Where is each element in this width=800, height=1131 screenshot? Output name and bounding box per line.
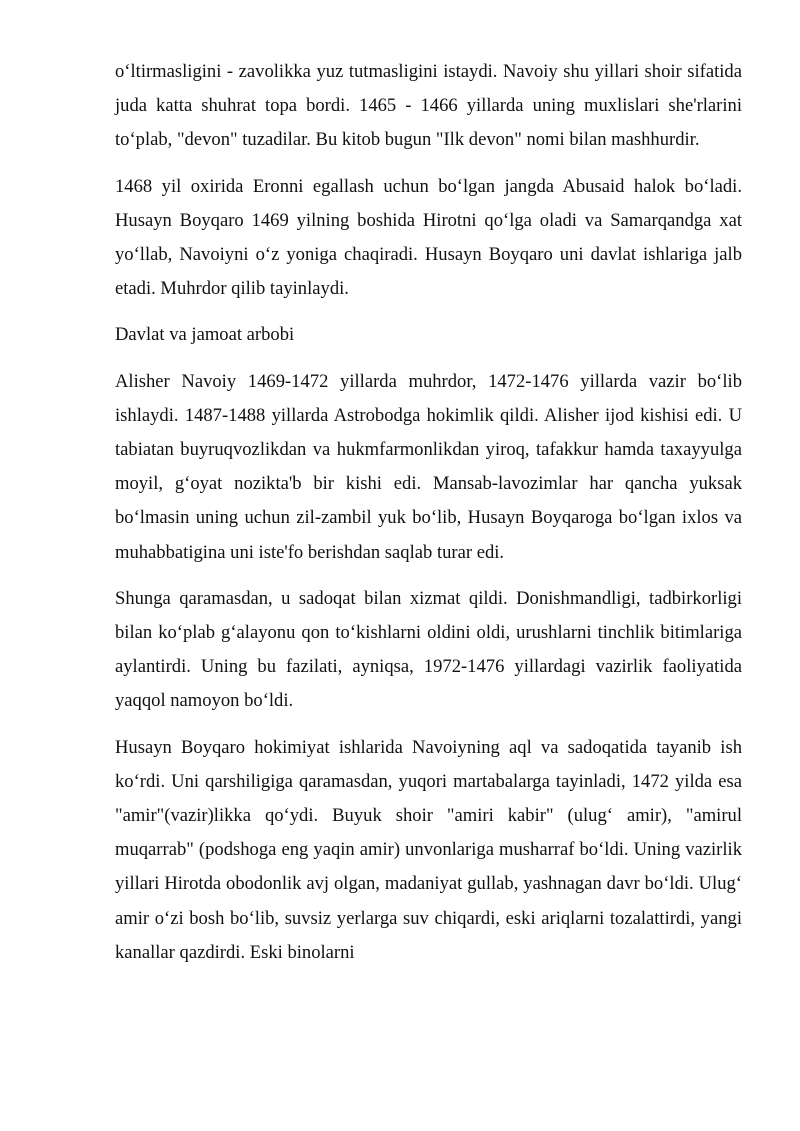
paragraph-vazirlik: Husayn Boyqaro hokimiyat ishlarida Navoiyning aql va sadoqatida tayanib ish ko‘rdi. Uni qarshiligiga qaramasdan, yuqori martabalarga tayinladi, 1472 yilda esa "amir"(vazir)likka qo‘ydi. Buyuk shoir "amiri kabir" (ulug‘ amir), "amirul muqarrab" (podshoga eng yaqin amir) unvonlariga musharraf bo‘ldi. Uning vazirlik yillari Hirotda obodonlik avj olgan, madaniyat gullab, yashnagan davr bo‘ldi. Ulug‘ amir o‘zi bosh bo‘lib, suvsiz yerlarga suv chiqardi, eski ariqlarni tozalattirdi, yangi kanallar qazdirdi. Eski binolarni bbox=[115, 736, 742, 963]
paragraph-sadoqat: Shunga qaramasdan, u sadoqat bilan xizmat qildi. Donishmandligi, tadbirkorligi bilan ko‘plab g‘alayonu qon to‘kishlarni oldini oldi, urushlarni tinchlik bitimlariga aylantirdi. Uning bu fazilati, ayniqsa, 1972-1476 yillardagi vazirlik faoliyatida yaqqol namoyon bo‘ldi. bbox=[115, 587, 742, 712]
section-heading: Davlat va jamoat arbobi bbox=[115, 324, 295, 346]
paragraph-devon: o‘ltirmasligini - zavolikka yuz tutmasligini istaydi. Navoiy shu yillari shoir sifatida juda katta shuhrat topa bordi. 1465 - 1466 yillarda uning muxlislari she'rlarini to‘plab, "devon" tuzadilar. Bu kitob bugun "Ilk devon" nomi bilan mashhurdir. bbox=[115, 61, 742, 151]
paragraph-muhrdor: Alisher Navoiy 1469-1472 yillarda muhrdor, 1472-1476 yillarda vazir bo‘lib ishlaydi. 1487-1488 yillarda Astrobodga hokimlik qildi. Alisher ijod kishisi edi. U tabiatan buyruqvozlikdan va hukmfarmonlikdan yiroq, tafakkur hamda taxayyulga moyil, g‘oyat nozikta'b bir kishi edi. Mansab-lavozimlar har qancha yuksak bo‘lmasin uning uchun zil-zambil yuk bo‘lib, Husayn Boyqaroga bo‘lgan ixlos va muhabbatigina uni iste'fo berishdan saqlab turar edi. bbox=[115, 370, 742, 563]
document-page bbox=[115, 55, 742, 982]
paragraph-abusaid: 1468 yil oxirida Eronni egallash uchun bo‘lgan jangda Abusaid halok bo‘ladi. Husayn Boyqaro 1469 yilning boshida Hirotni qo‘lga oladi va Samarqandga xat yo‘llab, Navoiyni o‘z yoniga chaqiradi. Husayn Boyqaro uni davlat ishlariga jalb etadi. Muhrdor qilib tayinlaydi. bbox=[115, 175, 742, 300]
